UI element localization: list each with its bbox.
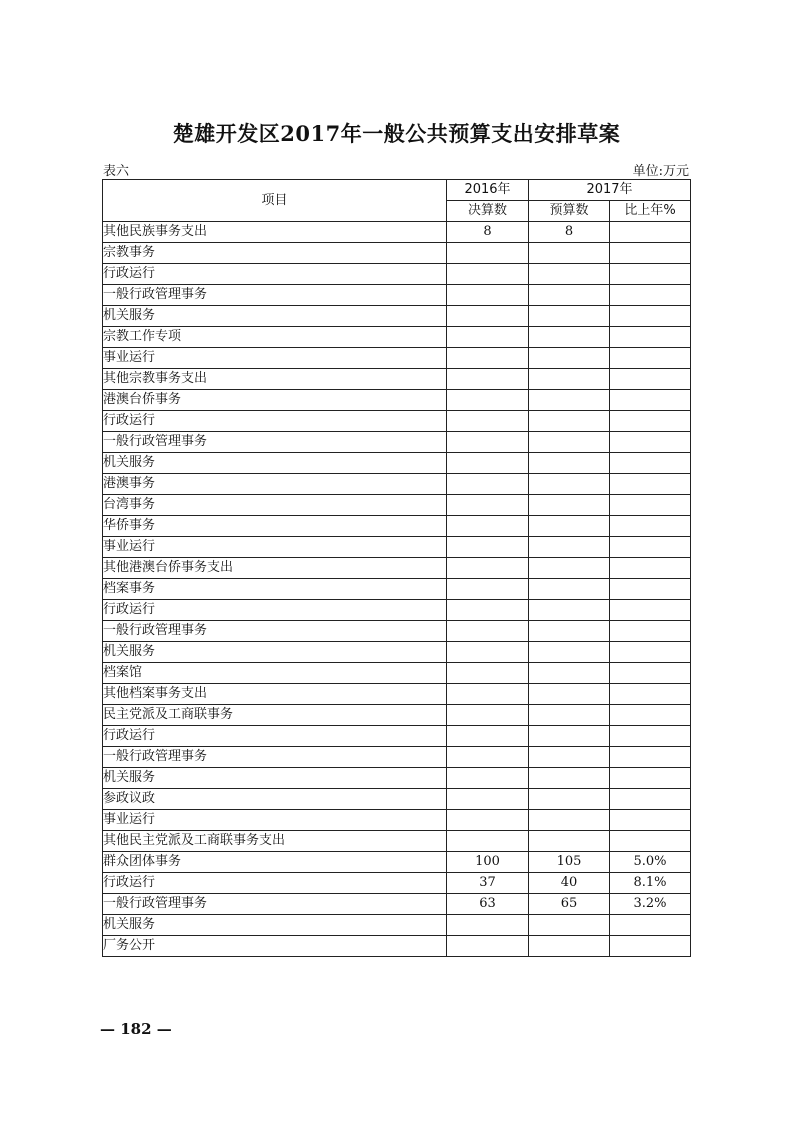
- row-final-2016: 37: [447, 873, 529, 894]
- table-row: [103, 411, 691, 432]
- row-item-name: 台湾事务: [103, 495, 447, 516]
- table-row: [103, 222, 691, 243]
- row-change-percent: [610, 642, 691, 663]
- row-budget-2017: [529, 621, 610, 642]
- row-item-name: 行政运行: [103, 873, 447, 894]
- row-budget-2017: [529, 642, 610, 663]
- row-change-percent: 3.2%: [610, 894, 691, 915]
- row-item-name: 一般行政管理事务: [103, 285, 447, 306]
- row-budget-2017: [529, 516, 610, 537]
- row-budget-2017: [529, 243, 610, 264]
- row-item-name: 其他港澳台侨事务支出: [103, 558, 447, 579]
- table-row: [103, 873, 691, 894]
- row-budget-2017: [529, 810, 610, 831]
- row-budget-2017: [529, 558, 610, 579]
- row-budget-2017: [529, 264, 610, 285]
- row-item-name: 机关服务: [103, 768, 447, 789]
- row-budget-2017: [529, 285, 610, 306]
- table-row: [103, 852, 691, 873]
- row-change-percent: 5.0%: [610, 852, 691, 873]
- page-number: — 182 —: [100, 1020, 172, 1038]
- row-final-2016: [447, 390, 529, 411]
- row-change-percent: [610, 600, 691, 621]
- table-row: [103, 726, 691, 747]
- row-budget-2017: 65: [529, 894, 610, 915]
- row-final-2016: [447, 516, 529, 537]
- row-final-2016: [447, 243, 529, 264]
- table-row: [103, 327, 691, 348]
- row-item-name: 厂务公开: [103, 936, 447, 957]
- row-change-percent: [610, 810, 691, 831]
- row-change-percent: [610, 915, 691, 936]
- row-budget-2017: [529, 663, 610, 684]
- row-change-percent: [610, 516, 691, 537]
- row-budget-2017: [529, 348, 610, 369]
- table-row: [103, 894, 691, 915]
- header-final-accounts: 决算数: [447, 201, 529, 222]
- header-vs-last-year: 比上年%: [610, 201, 691, 222]
- table-row: [103, 495, 691, 516]
- row-change-percent: [610, 747, 691, 768]
- table-row: [103, 747, 691, 768]
- table-row: [103, 453, 691, 474]
- row-change-percent: [610, 621, 691, 642]
- row-item-name: 其他档案事务支出: [103, 684, 447, 705]
- row-item-name: 事业运行: [103, 810, 447, 831]
- row-item-name: 一般行政管理事务: [103, 432, 447, 453]
- row-final-2016: [447, 411, 529, 432]
- table-row: [103, 810, 691, 831]
- row-item-name: 港澳事务: [103, 474, 447, 495]
- row-item-name: 一般行政管理事务: [103, 747, 447, 768]
- row-budget-2017: [529, 831, 610, 852]
- row-change-percent: [610, 432, 691, 453]
- table-number: 表六: [103, 164, 130, 179]
- row-budget-2017: [529, 411, 610, 432]
- row-final-2016: [447, 558, 529, 579]
- row-item-name: 民主党派及工商联事务: [103, 705, 447, 726]
- row-change-percent: [610, 537, 691, 558]
- row-item-name: 档案事务: [103, 579, 447, 600]
- row-final-2016: [447, 453, 529, 474]
- row-final-2016: 63: [447, 894, 529, 915]
- table-row: [103, 663, 691, 684]
- row-change-percent: [610, 243, 691, 264]
- row-change-percent: [610, 453, 691, 474]
- row-change-percent: [610, 348, 691, 369]
- row-final-2016: [447, 432, 529, 453]
- row-item-name: 机关服务: [103, 306, 447, 327]
- row-item-name: 宗教工作专项: [103, 327, 447, 348]
- table-row: [103, 369, 691, 390]
- row-item-name: 港澳台侨事务: [103, 390, 447, 411]
- table-row: [103, 432, 691, 453]
- row-change-percent: [610, 789, 691, 810]
- row-item-name: 群众团体事务: [103, 852, 447, 873]
- row-budget-2017: 105: [529, 852, 610, 873]
- table-row: [103, 831, 691, 852]
- row-item-name: 其他民主党派及工商联事务支出: [103, 831, 447, 852]
- row-change-percent: [610, 327, 691, 348]
- table-body: [103, 222, 691, 957]
- row-final-2016: [447, 474, 529, 495]
- row-budget-2017: [529, 789, 610, 810]
- row-budget-2017: [529, 495, 610, 516]
- row-budget-2017: [529, 726, 610, 747]
- table-row: [103, 579, 691, 600]
- row-budget-2017: [529, 600, 610, 621]
- row-final-2016: [447, 621, 529, 642]
- row-item-name: 一般行政管理事务: [103, 621, 447, 642]
- row-item-name: 机关服务: [103, 915, 447, 936]
- row-change-percent: [610, 495, 691, 516]
- row-item-name: 行政运行: [103, 726, 447, 747]
- row-budget-2017: 8: [529, 222, 610, 243]
- row-final-2016: [447, 684, 529, 705]
- row-final-2016: [447, 537, 529, 558]
- unit-label: 单位:万元: [632, 164, 689, 179]
- row-item-name: 行政运行: [103, 264, 447, 285]
- row-final-2016: [447, 915, 529, 936]
- row-change-percent: [610, 306, 691, 327]
- row-item-name: 事业运行: [103, 537, 447, 558]
- row-item-name: 行政运行: [103, 411, 447, 432]
- row-change-percent: [610, 264, 691, 285]
- row-final-2016: [447, 642, 529, 663]
- row-budget-2017: [529, 747, 610, 768]
- table-row: [103, 642, 691, 663]
- row-change-percent: [610, 222, 691, 243]
- row-final-2016: [447, 369, 529, 390]
- row-change-percent: [610, 705, 691, 726]
- row-change-percent: [610, 558, 691, 579]
- row-change-percent: 8.1%: [610, 873, 691, 894]
- row-change-percent: [610, 768, 691, 789]
- row-final-2016: [447, 726, 529, 747]
- row-item-name: 事业运行: [103, 348, 447, 369]
- row-item-name: 行政运行: [103, 600, 447, 621]
- row-final-2016: [447, 495, 529, 516]
- row-final-2016: [447, 663, 529, 684]
- table-row: [103, 243, 691, 264]
- table-row: [103, 537, 691, 558]
- row-budget-2017: [529, 390, 610, 411]
- table-row: [103, 474, 691, 495]
- row-change-percent: [610, 369, 691, 390]
- row-budget-2017: [529, 915, 610, 936]
- table-row: [103, 789, 691, 810]
- row-final-2016: [447, 579, 529, 600]
- row-budget-2017: [529, 705, 610, 726]
- row-budget-2017: [529, 936, 610, 957]
- row-item-name: 宗教事务: [103, 243, 447, 264]
- row-change-percent: [610, 684, 691, 705]
- row-final-2016: [447, 831, 529, 852]
- row-final-2016: [447, 600, 529, 621]
- table-row: [103, 558, 691, 579]
- table-row: [103, 264, 691, 285]
- table-row: [103, 768, 691, 789]
- row-change-percent: [610, 831, 691, 852]
- row-item-name: 其他宗教事务支出: [103, 369, 447, 390]
- document-title: 楚雄开发区2017年一般公共预算支出安排草案: [172, 121, 621, 146]
- table-row: [103, 936, 691, 957]
- table-row: [103, 306, 691, 327]
- row-budget-2017: [529, 369, 610, 390]
- row-final-2016: [447, 936, 529, 957]
- row-item-name: 一般行政管理事务: [103, 894, 447, 915]
- row-final-2016: [447, 348, 529, 369]
- row-budget-2017: [529, 306, 610, 327]
- row-budget-2017: [529, 579, 610, 600]
- table-row: [103, 516, 691, 537]
- row-final-2016: 8: [447, 222, 529, 243]
- table-row: [103, 705, 691, 726]
- row-change-percent: [610, 579, 691, 600]
- header-year-2016: 2016年: [447, 180, 529, 201]
- row-final-2016: [447, 747, 529, 768]
- row-item-name: 其他民族事务支出: [103, 222, 447, 243]
- row-item-name: 机关服务: [103, 453, 447, 474]
- row-budget-2017: [529, 327, 610, 348]
- row-change-percent: [610, 411, 691, 432]
- row-item-name: 参政议政: [103, 789, 447, 810]
- row-change-percent: [610, 936, 691, 957]
- row-final-2016: [447, 705, 529, 726]
- row-change-percent: [610, 474, 691, 495]
- table-row: [103, 915, 691, 936]
- row-item-name: 档案馆: [103, 663, 447, 684]
- budget-table: [102, 179, 691, 957]
- row-budget-2017: [529, 684, 610, 705]
- table-row: [103, 600, 691, 621]
- row-budget-2017: [529, 768, 610, 789]
- row-change-percent: [610, 390, 691, 411]
- row-item-name: 机关服务: [103, 642, 447, 663]
- row-final-2016: [447, 789, 529, 810]
- table-row: [103, 684, 691, 705]
- row-final-2016: [447, 285, 529, 306]
- table-row: [103, 621, 691, 642]
- header-year-2017: 2017年: [529, 180, 691, 201]
- row-final-2016: [447, 264, 529, 285]
- row-final-2016: [447, 327, 529, 348]
- row-final-2016: [447, 306, 529, 327]
- row-change-percent: [610, 726, 691, 747]
- row-budget-2017: 40: [529, 873, 610, 894]
- row-budget-2017: [529, 453, 610, 474]
- header-budget: 预算数: [529, 201, 610, 222]
- row-final-2016: [447, 810, 529, 831]
- row-item-name: 华侨事务: [103, 516, 447, 537]
- row-final-2016: 100: [447, 852, 529, 873]
- row-budget-2017: [529, 432, 610, 453]
- header-item: 项目: [103, 180, 447, 222]
- row-change-percent: [610, 663, 691, 684]
- table-row: [103, 285, 691, 306]
- table-row: [103, 348, 691, 369]
- row-budget-2017: [529, 537, 610, 558]
- table-row: [103, 390, 691, 411]
- row-budget-2017: [529, 474, 610, 495]
- row-change-percent: [610, 285, 691, 306]
- row-final-2016: [447, 768, 529, 789]
